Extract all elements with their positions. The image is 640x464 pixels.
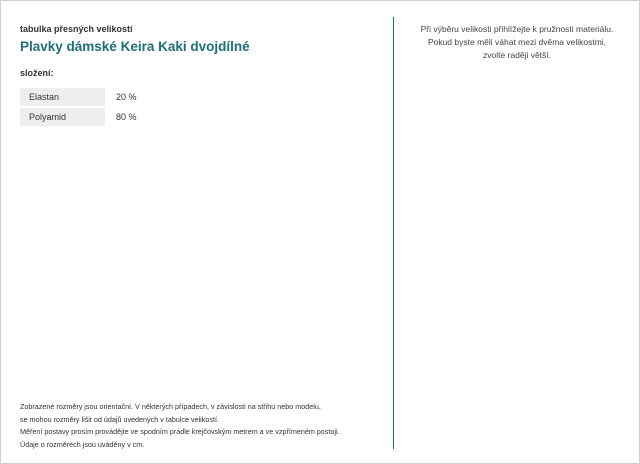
size-advice [395,23,639,62]
page-title: Plavky dámské Keira Kaki dvojdílné [20,39,250,54]
material-percent: 80 % [116,112,137,122]
material-percent: 20 % [116,92,137,102]
note-line: Zobrazené rozměry jsou orientační. V některých případech, v závislosti na střihu nebo modelu, [20,402,321,411]
table-row [20,88,176,106]
note-line: Měření postavy prosím provádějte ve spodním prádle krejčovským metrem a ve vzpřímeném postoji. [20,427,340,436]
material-name: Polyamid [20,108,105,126]
table-row [20,108,176,126]
note-line: se mohou rozměry lišit od údajů uvedených v tabulce velikostí. [20,414,219,424]
left-panel [20,1,390,463]
vertical-divider [393,17,394,449]
composition-table [20,86,176,128]
page-subtitle: tabulka přesných velikostí [20,24,133,34]
note-line: Údaje o rozměrech jsou uváděny v cm. [20,439,145,449]
composition-label: složení: [20,68,54,78]
advice-line: zvolte raději větší. [482,50,552,60]
advice-line: Při výběru velikosti přihlížejte k pružnosti materiálu. [420,24,614,34]
measurement-notes [20,401,340,451]
advice-line: Pokud byste měli váhat mezi dvěma velikostmi, [427,37,607,47]
material-name: Elastan [20,88,105,106]
